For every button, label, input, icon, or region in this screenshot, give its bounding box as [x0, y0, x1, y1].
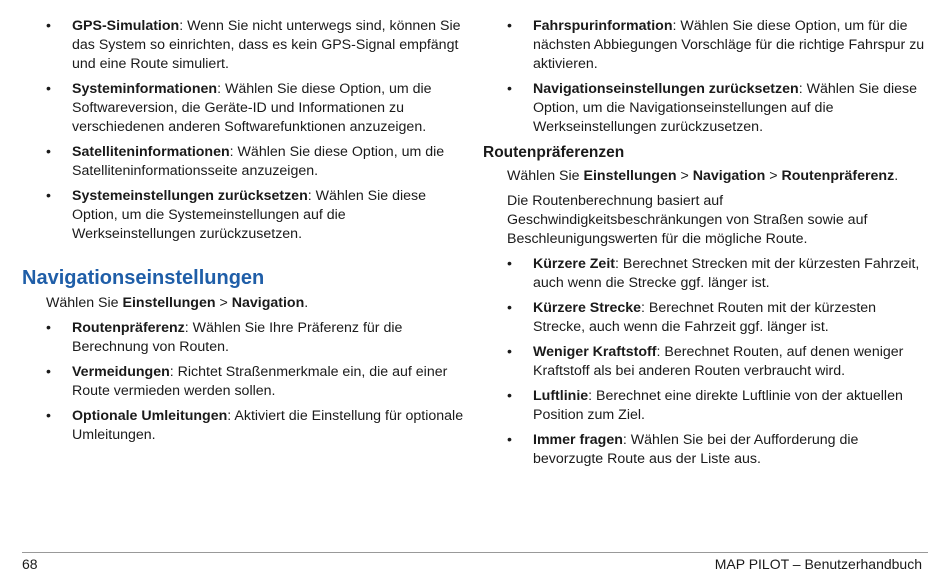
item-text: : Wählen Sie diese Option, um die Softwareversion, die Geräte-ID und Informationen zu verschiedenen anderen Softwarefunktionen anzuzeigen. — [72, 81, 432, 135]
item-term: Routenpräferenz — [72, 320, 185, 336]
item-term: Satelliteninformationen — [72, 144, 230, 160]
list-item — [22, 319, 467, 357]
item-term: Weniger Kraftstoff — [533, 344, 657, 360]
item-text: : Richtet Straßenmerkmale ein, die auf einer Route vermieden werden sollen. — [72, 364, 448, 399]
page-number: 68 — [22, 556, 38, 572]
list-item — [22, 187, 467, 244]
item-text: : Wählen Sie diese Option, um die Navigationseinstellungen auf die Werkseinstellungen zurückzusetzen. — [533, 81, 917, 135]
item-term: Systeminformationen — [72, 81, 218, 97]
item-term: Vermeidungen — [72, 364, 170, 380]
manual-title: MAP PILOT – Benutzerhandbuch — [714, 556, 922, 572]
left-column — [22, 17, 467, 451]
navigation-settings-list — [22, 319, 467, 445]
navigation-section-title: Navigationseinstellungen — [22, 267, 265, 289]
item-text: : Berechnet Strecken mit der kürzesten Fahrzeit, auch wenn die Strecke ggf. länger ist. — [533, 256, 920, 291]
item-text: : Wählen Sie bei der Aufforderung die bevorzugte Route aus der Liste aus. — [533, 432, 859, 467]
item-text: : Wählen Sie diese Option, um für die nächsten Abbiegungen Vorschläge für die richtige Fahrspur zu aktivieren. — [533, 18, 925, 72]
item-text: : Wählen Sie Ihre Präferenz für die Berechnung von Routen. — [72, 320, 403, 355]
list-item — [22, 363, 467, 401]
route-menu-path: Wählen Sie Einstellungen > Navigation > Routenpräferenz. — [507, 168, 899, 184]
bullet-icon: • — [507, 344, 512, 360]
list-item — [483, 17, 928, 74]
item-text: : Berechnet eine direkte Luftlinie von der aktuellen Position zum Ziel. — [533, 388, 903, 423]
item-term: Fahrspurinformation — [533, 18, 673, 34]
bullet-icon: • — [507, 256, 512, 272]
item-term: Kürzere Strecke — [533, 300, 642, 316]
navigation-menu-path: Wählen Sie Einstellungen > Navigation. — [46, 295, 309, 311]
footer-divider — [22, 552, 928, 553]
bullet-icon: • — [46, 144, 51, 160]
item-term: Immer fragen — [533, 432, 623, 448]
navigation-settings-list-continued — [483, 17, 928, 137]
item-text: : Berechnet Routen mit der kürzesten Strecke, auch wenn die Fahrzeit ggf. länger ist. — [533, 300, 877, 335]
system-settings-list — [22, 17, 467, 244]
item-term: Systemeinstellungen zurücksetzen — [72, 188, 308, 204]
bullet-icon: • — [507, 81, 512, 97]
list-item — [483, 431, 928, 469]
bullet-icon: • — [507, 300, 512, 316]
item-text: : Berechnet Routen, auf denen weniger Kraftstoff als bei anderen Routen verbraucht wird. — [533, 344, 904, 379]
list-item — [22, 80, 467, 137]
item-text: : Wenn Sie nicht unterwegs sind, können Sie das System so einrichten, dass es kein GPS-Signal empfängt und eine Route simuliert. — [72, 18, 461, 72]
list-item — [483, 387, 928, 425]
item-term: Luftlinie — [533, 388, 589, 404]
right-column — [483, 17, 928, 475]
item-text: : Aktiviert die Einstellung für optionale Umleitungen. — [72, 408, 464, 443]
bullet-icon: • — [46, 364, 51, 380]
route-preferences-list — [483, 255, 928, 469]
bullet-icon: • — [46, 320, 51, 336]
bullet-icon: • — [46, 18, 51, 34]
item-text: : Wählen Sie diese Option, um die Systemeinstellungen auf die Werkseinstellungen zurückzusetzen. — [72, 188, 427, 242]
route-preferences-title: Routenpräferenzen — [483, 144, 625, 161]
bullet-icon: • — [46, 81, 51, 97]
bullet-icon: • — [507, 388, 512, 404]
bullet-icon: • — [507, 18, 512, 34]
bullet-icon: • — [507, 432, 512, 448]
list-item — [483, 343, 928, 381]
list-item — [22, 17, 467, 74]
item-term: Navigationseinstellungen zurücksetzen — [533, 81, 799, 97]
list-item — [483, 80, 928, 137]
list-item — [22, 143, 467, 181]
list-item — [22, 407, 467, 445]
bullet-icon: • — [46, 188, 51, 204]
item-text: : Wählen Sie diese Option, um die Satelliteninformationsseite anzuzeigen. — [72, 144, 445, 179]
item-term: Optionale Umleitungen — [72, 408, 228, 424]
item-term: GPS-Simulation — [72, 18, 180, 34]
item-term: Kürzere Zeit — [533, 256, 615, 272]
bullet-icon: • — [46, 408, 51, 424]
list-item — [483, 255, 928, 293]
route-description: Die Routenberechnung basiert auf Geschwindigkeitsbeschränkungen von Straßen sowie auf Beschleunigungswerten für die mögliche Route. — [507, 193, 868, 247]
list-item — [483, 299, 928, 337]
